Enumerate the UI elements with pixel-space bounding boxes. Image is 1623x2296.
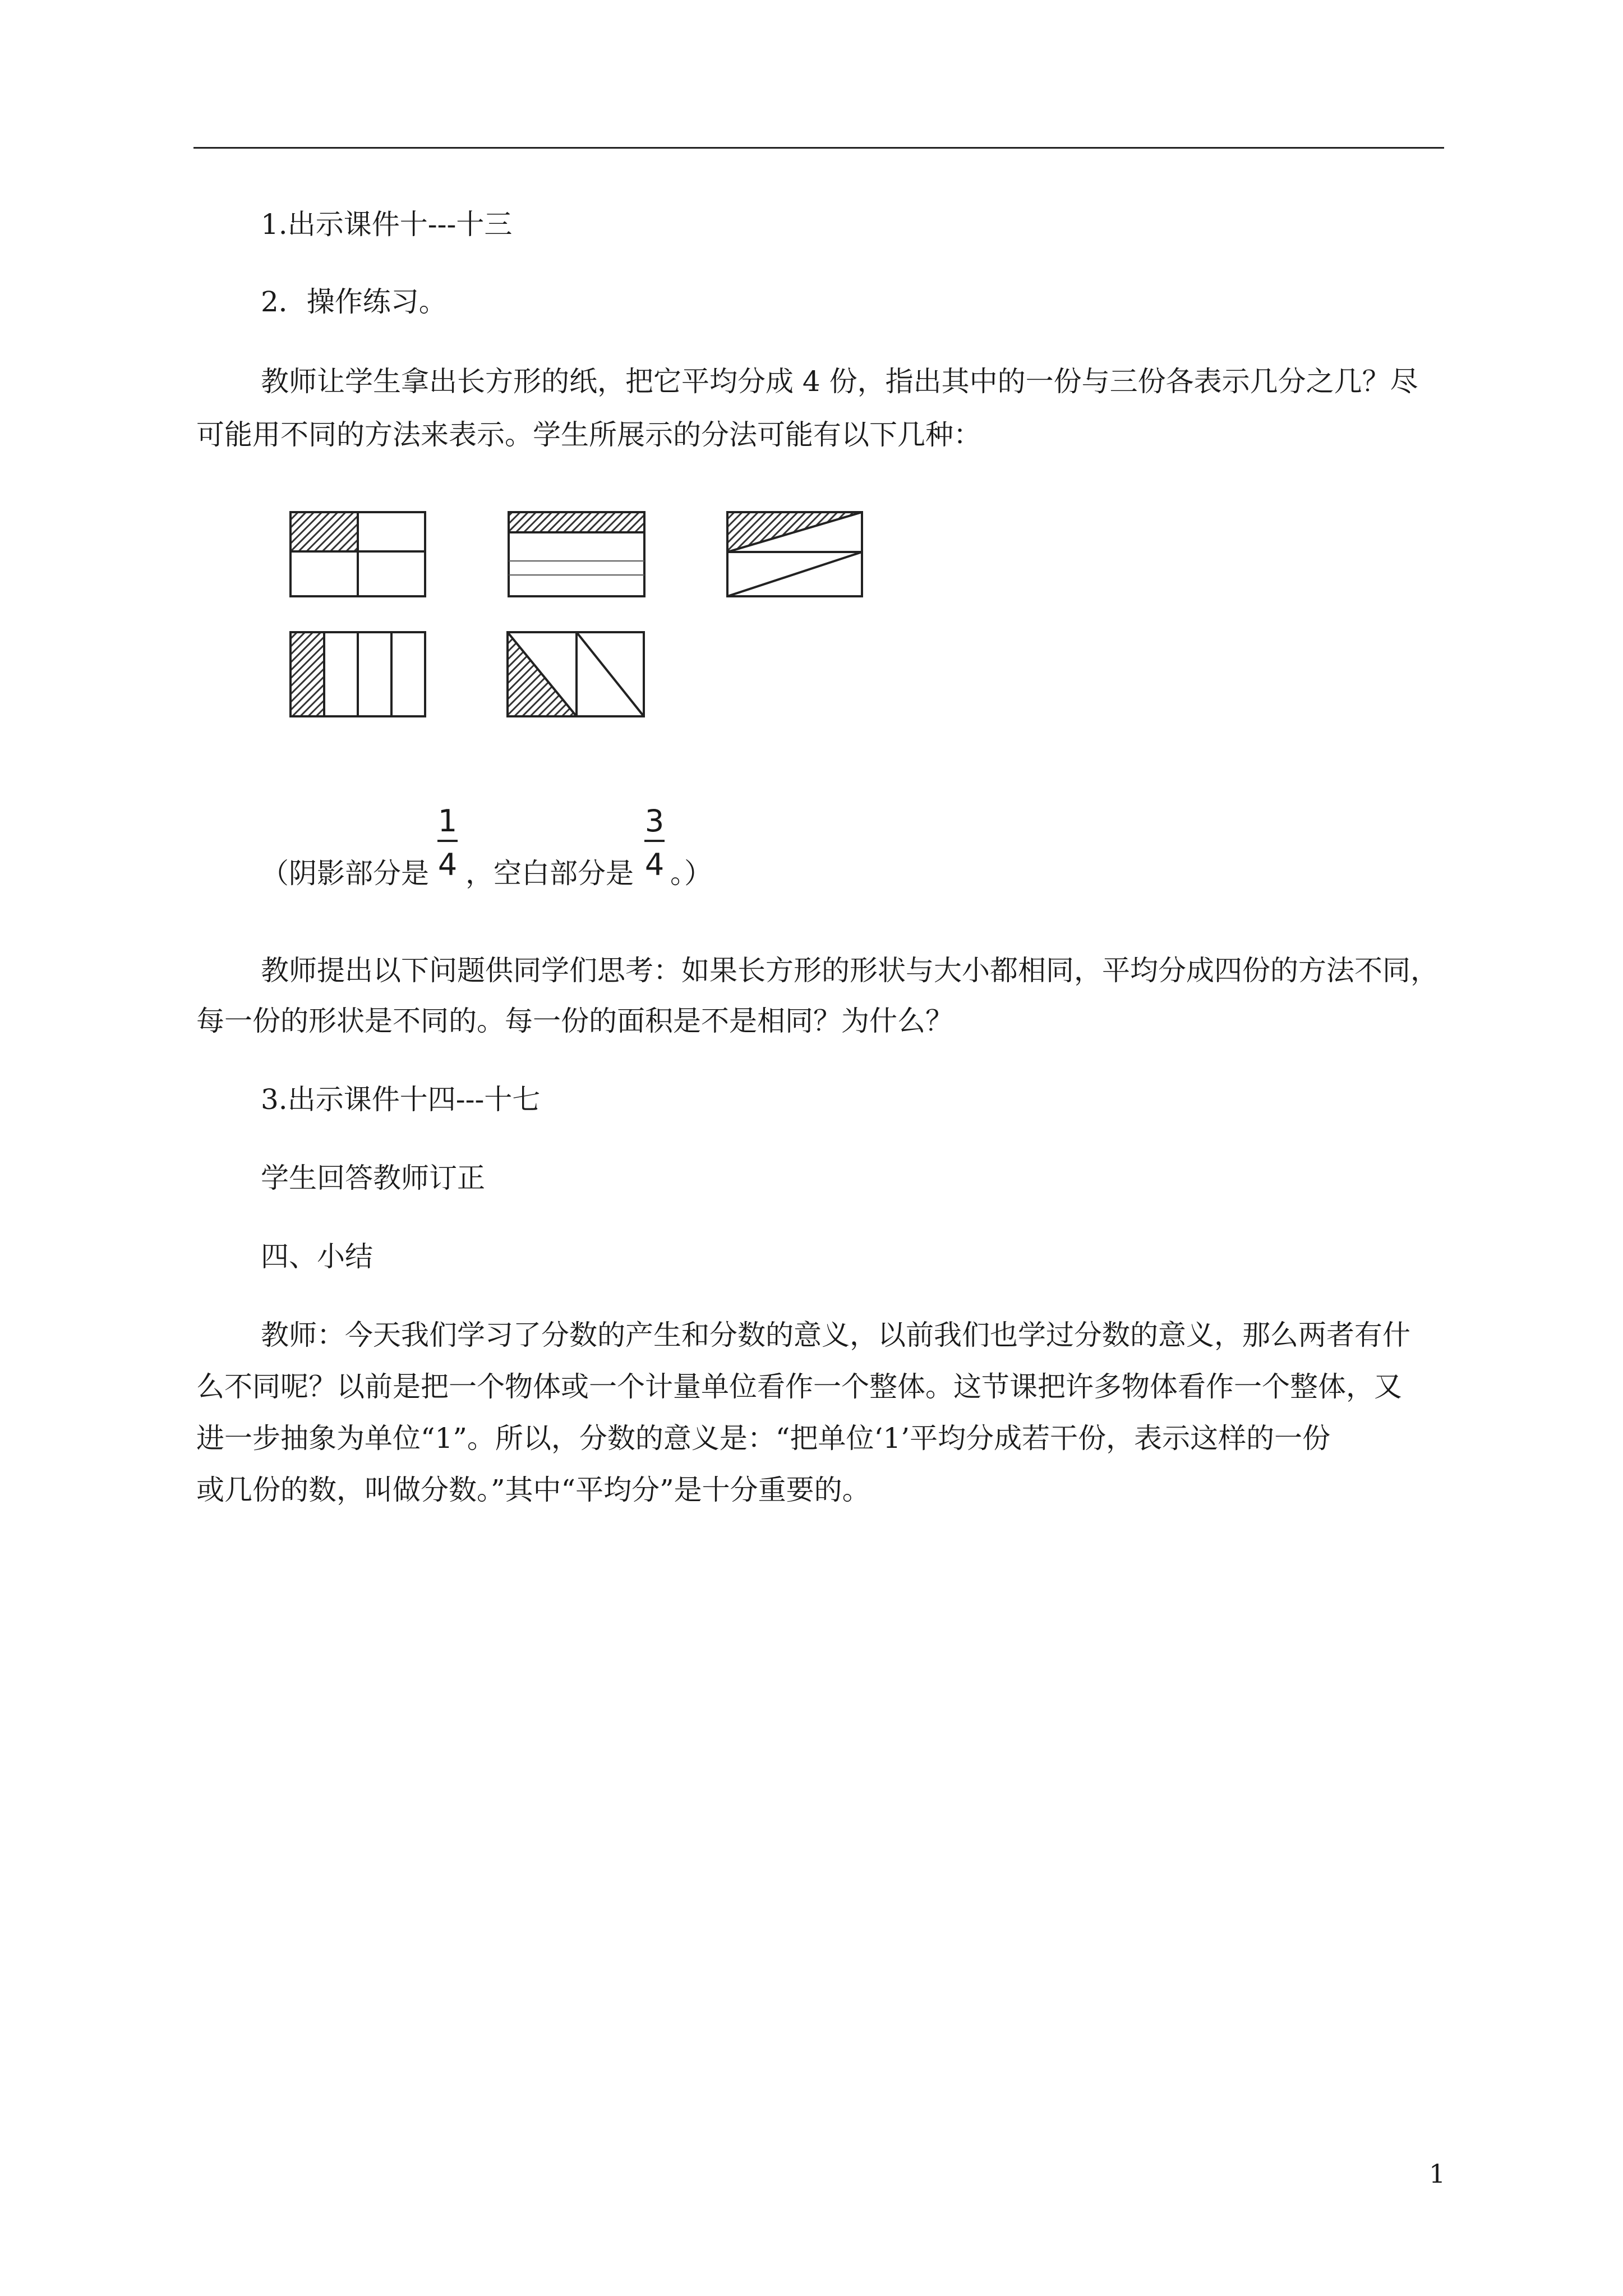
fraction-2-bar: [644, 840, 665, 842]
paragraph-3-line-2: 么不同呢？以前是把一个物体或一个计量单位看作一个整体。这节课把许多物体看作一个整体，又: [196, 1370, 1402, 1403]
caption-shaded: （阴影部分是: [261, 857, 429, 890]
paragraph-1-line-2: 可能用不同的方法来表示。学生所展示的分法可能有以下几种：: [196, 418, 981, 451]
rect-diagonal-division: [727, 512, 862, 596]
student-answer-line: 学生回答教师订正: [261, 1162, 485, 1194]
rect-horizontal-strips: [509, 512, 644, 596]
caption-end: 。）: [670, 857, 712, 890]
paragraph-1-line-1: 教师让学生拿出长方形的纸，把它平均分成 4 份，指出其中的一份与三份各表示几分之几？尽: [261, 365, 1418, 398]
rect-vertical-strips: [291, 632, 425, 716]
page-number: 1: [1429, 2159, 1446, 2189]
fraction-1-bar: [437, 840, 458, 842]
caption-blank: ，空白部分是: [465, 857, 634, 890]
paragraph-3-line-1: 教师：今天我们学习了分数的产生和分数的意义，以前我们也学过分数的意义，那么两者有什: [261, 1319, 1410, 1351]
step-2-line: 2．操作练习。: [261, 286, 447, 318]
fraction-2-denominator: 4: [644, 847, 665, 882]
step-3-line: 3.出示课件十四---十七: [261, 1083, 541, 1116]
fraction-1-denominator: 4: [437, 847, 458, 882]
paragraph-2-line-1: 教师提出以下问题供同学们思考：如果长方形的形状与大小都相同，平均分成四份的方法不同，: [261, 954, 1438, 987]
step-1-line: 1.出示课件十---十三: [261, 208, 513, 241]
rectangle-division-figure: [0, 0, 1623, 785]
paragraph-3-line-4: 或几份的数，叫做分数。”其中“平均分”是十分重要的。: [196, 1474, 870, 1506]
rect-grid-2x2: [291, 512, 425, 596]
fraction-2-numerator: 3: [644, 803, 665, 839]
section-summary-heading: 四、小结: [261, 1240, 373, 1273]
paragraph-3-line-3: 进一步抽象为单位“1”。所以，分数的意义是：“把单位‘1’平均分成若干份，表示这样的一份: [196, 1422, 1331, 1455]
fraction-1-numerator: 1: [437, 803, 458, 839]
paragraph-2-line-2: 每一份的形状是不同的。每一份的面积是不是相同？为什么？: [196, 1005, 953, 1037]
rect-triangle-division: [508, 632, 644, 716]
